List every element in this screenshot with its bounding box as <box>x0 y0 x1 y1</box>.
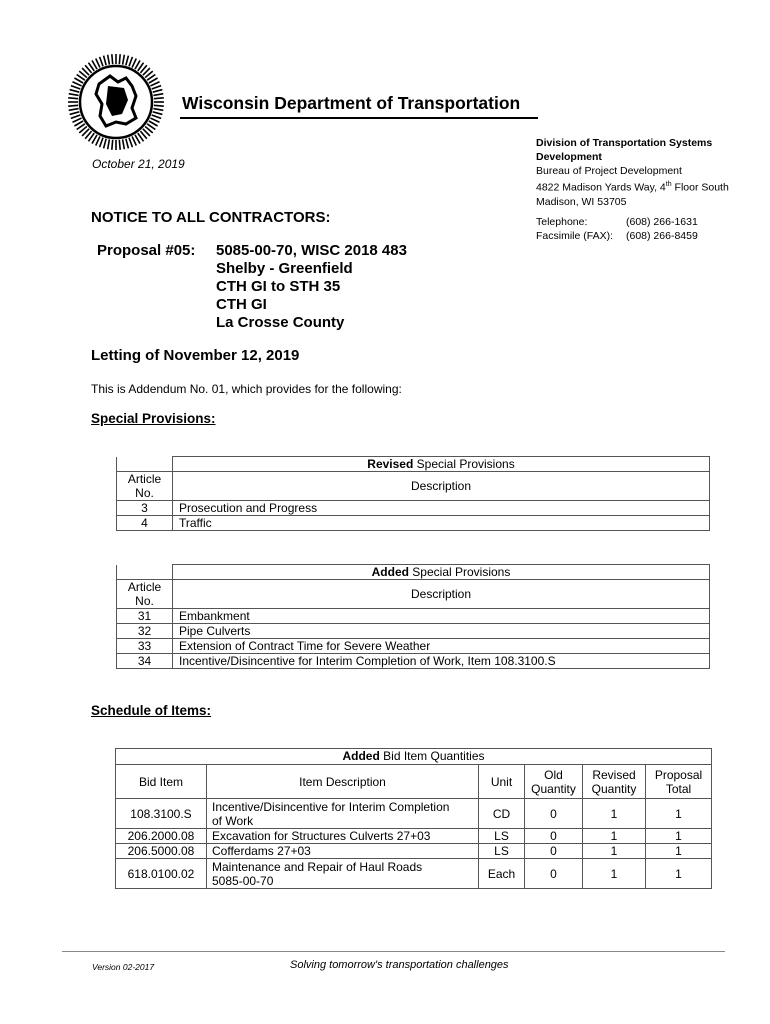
bid-item-old-quantity: 0 <box>525 859 583 889</box>
telephone-number: (608) 266-1631 <box>626 216 698 228</box>
bid-item-total: 1 <box>646 829 712 844</box>
letter-date: October 21, 2019 <box>92 157 185 171</box>
proposal-line: CTH GI to STH 35 <box>216 278 341 295</box>
proposal-line: CTH GI <box>216 296 267 313</box>
division-line1: Division of Transportation Systems <box>536 137 713 149</box>
notice-title: NOTICE TO ALL CONTRACTORS: <box>91 209 331 226</box>
proposal-line: La Crosse County <box>216 314 345 331</box>
caption-rest: Bid Item Quantities <box>379 749 485 763</box>
article-description: Prosecution and Progress <box>173 501 710 516</box>
bid-item-code: 206.5000.08 <box>116 844 207 859</box>
footer-slogan: Solving tomorrow's transportation challenges <box>290 959 509 971</box>
column-header-description: Description <box>173 472 710 501</box>
table-row <box>117 654 710 669</box>
column-header-description: Description <box>173 580 710 609</box>
table-row <box>117 516 710 531</box>
version-label: Version 02-2017 <box>92 962 155 972</box>
article-number: 33 <box>117 639 173 654</box>
bid-item-code: 618.0100.02 <box>116 859 207 889</box>
column-header-old-quantity: Old Quantity <box>525 765 583 799</box>
bid-item-unit: LS <box>479 829 525 844</box>
bid-item-revised-quantity: 1 <box>583 829 646 844</box>
table-row <box>116 829 712 844</box>
bid-item-total: 1 <box>646 859 712 889</box>
revised-provisions-table <box>116 456 710 531</box>
schedule-heading: Schedule of Items: <box>91 703 212 718</box>
agency-name: Wisconsin Department of Transportation <box>182 93 521 113</box>
proposal-line: Shelby - Greenfield <box>216 260 353 277</box>
fax-number: (608) 266-8459 <box>626 230 698 242</box>
bid-item-revised-quantity: 1 <box>583 859 646 889</box>
table-row <box>117 501 710 516</box>
table-row <box>116 799 712 829</box>
bid-item-old-quantity: 0 <box>525 799 583 829</box>
column-header-revised-quantity: Revised Quantity <box>583 765 646 799</box>
caption-rest: Special Provisions <box>413 457 515 471</box>
division-line5: Madison, WI 53705 <box>536 195 627 208</box>
article-number: 3 <box>117 501 173 516</box>
division-line4 <box>536 178 729 195</box>
bid-item-revised-quantity: 1 <box>583 799 646 829</box>
proposal-line: 5085-00-70, WISC 2018 483 <box>216 242 407 259</box>
table-row <box>117 609 710 624</box>
proposal-details <box>216 242 407 332</box>
table-caption <box>173 457 710 472</box>
letting-date: Letting of November 12, 2019 <box>91 347 300 364</box>
column-header-unit: Unit <box>479 765 525 799</box>
bid-item-code: 206.2000.08 <box>116 829 207 844</box>
bid-items-table <box>115 748 712 889</box>
table-row <box>116 859 712 889</box>
article-number: 34 <box>117 654 173 669</box>
bid-item-unit: CD <box>479 799 525 829</box>
article-description: Embankment <box>173 609 710 624</box>
header-rule <box>180 117 538 119</box>
table-row <box>117 639 710 654</box>
table-caption <box>173 565 710 580</box>
address-street: 4822 Madison Yards Way, 4 <box>536 181 666 194</box>
bid-item-total: 1 <box>646 844 712 859</box>
telephone-label: Telephone: <box>536 216 588 228</box>
division-line3: Bureau of Project Development <box>536 165 682 177</box>
caption-bold: Added <box>342 749 380 763</box>
caption-bold: Revised <box>367 457 414 471</box>
article-number: 32 <box>117 624 173 639</box>
added-provisions-table <box>116 564 710 669</box>
caption-rest: Special Provisions <box>408 565 511 579</box>
bid-item-old-quantity: 0 <box>525 829 583 844</box>
bid-item-description: Maintenance and Repair of Haul Roads 5085-00-70 <box>207 859 479 889</box>
article-number: 31 <box>117 609 173 624</box>
contact-info <box>536 215 698 243</box>
bid-item-old-quantity: 0 <box>525 844 583 859</box>
division-address <box>536 136 729 209</box>
bid-item-description: Cofferdams 27+03 <box>207 844 479 859</box>
bid-item-unit: LS <box>479 844 525 859</box>
caption-bold: Added <box>371 565 409 579</box>
column-header-item-description: Item Description <box>207 765 479 799</box>
address-ordinal: th <box>665 181 672 188</box>
address-floor: Floor South <box>671 181 729 194</box>
bid-item-revised-quantity: 1 <box>583 844 646 859</box>
column-header-bid-item: Bid Item <box>116 765 207 799</box>
article-description: Pipe Culverts <box>173 624 710 639</box>
column-header-proposal-total: Proposal Total <box>646 765 712 799</box>
special-provisions-heading: Special Provisions: <box>91 411 216 426</box>
division-line2: Development <box>536 151 602 163</box>
article-number: 4 <box>117 516 173 531</box>
table-row <box>116 844 712 859</box>
table-row <box>117 624 710 639</box>
article-description: Incentive/Disincentive for Interim Completion of Work, Item 108.3100.S <box>173 654 710 669</box>
bid-item-description: Incentive/Disincentive for Interim Completion of Work <box>207 799 479 829</box>
fax-label: Facsimile (FAX): <box>536 230 614 242</box>
footer-rule <box>62 951 725 952</box>
bid-item-unit: Each <box>479 859 525 889</box>
wisdot-logo-icon <box>66 52 166 152</box>
column-header-article: Article No. <box>117 472 173 501</box>
proposal-label: Proposal #05: <box>97 242 196 259</box>
table-caption <box>116 749 712 765</box>
bid-item-total: 1 <box>646 799 712 829</box>
addendum-text: This is Addendum No. 01, which provides for the following: <box>91 382 402 396</box>
article-description: Traffic <box>173 516 710 531</box>
bid-item-description: Excavation for Structures Culverts 27+03 <box>207 829 479 844</box>
bid-item-code: 108.3100.S <box>116 799 207 829</box>
article-description: Extension of Contract Time for Severe Weather <box>173 639 710 654</box>
column-header-article: Article No. <box>117 580 173 609</box>
